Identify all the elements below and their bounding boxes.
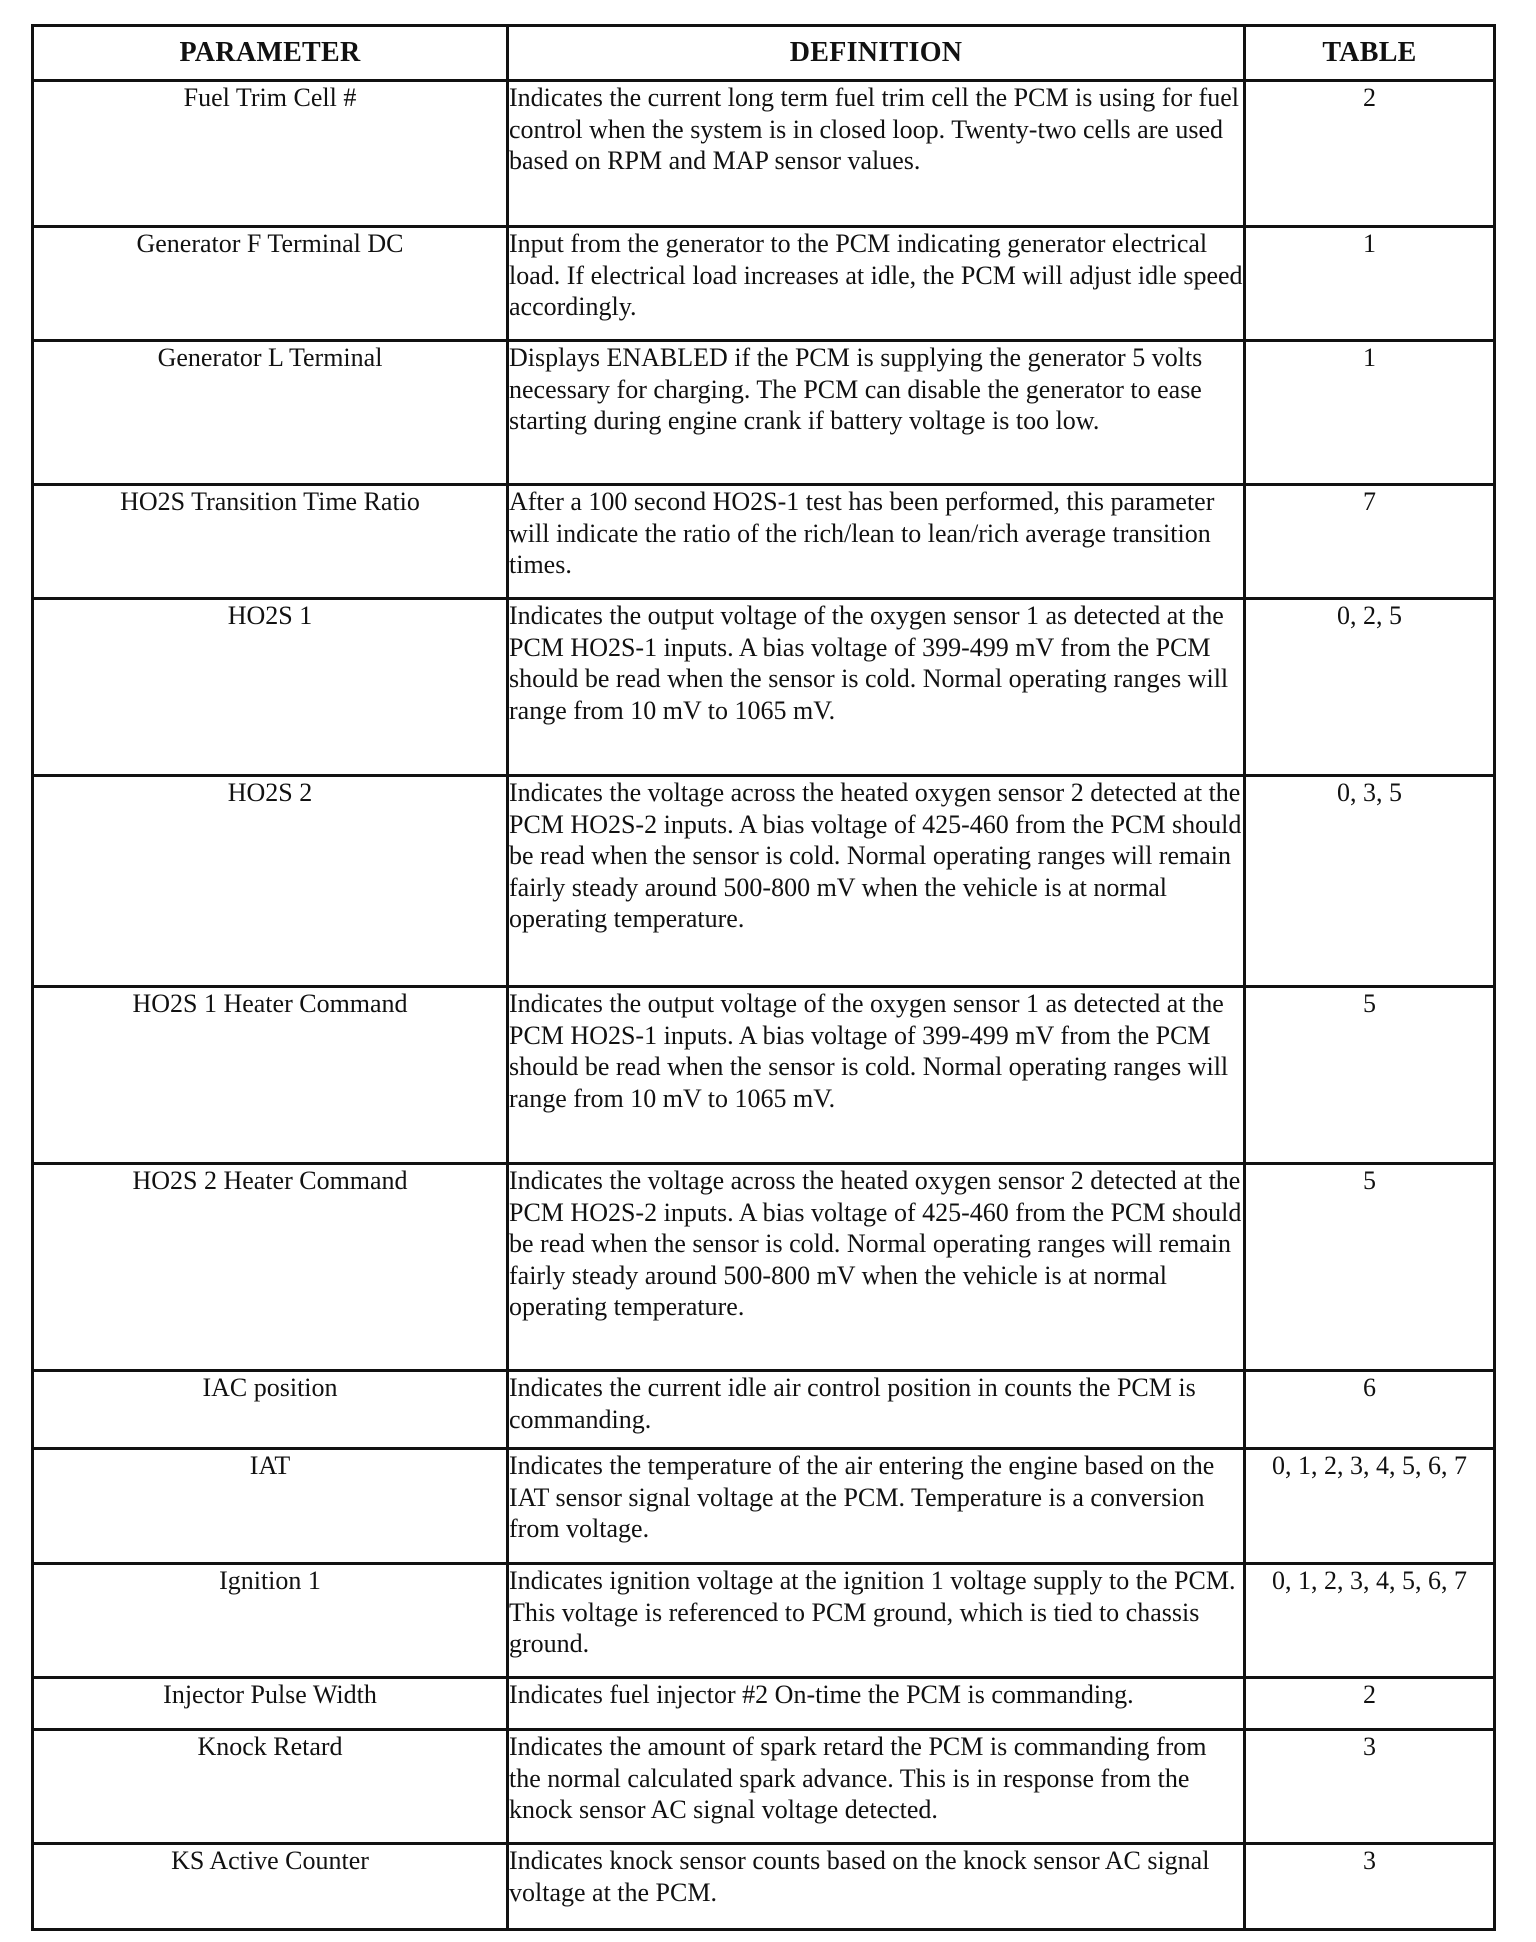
parameter-cell: HO2S Transition Time Ratio xyxy=(33,485,508,599)
parameter-cell: HO2S 1 Heater Command xyxy=(33,987,508,1164)
parameter-cell: Knock Retard xyxy=(33,1730,508,1844)
parameter-definition-table xyxy=(31,24,1496,1931)
definition-cell: Input from the generator to the PCM indicating generator electrical load. If electrical load increases at idle, the PCM will adjust idle speed accordingly. xyxy=(508,227,1245,341)
table-row xyxy=(33,1844,1495,1930)
table-row xyxy=(33,599,1495,776)
table-ref-cell: 2 xyxy=(1245,81,1495,227)
table-ref-cell: 5 xyxy=(1245,987,1495,1164)
parameter-cell: HO2S 2 xyxy=(33,776,508,987)
table-ref-cell: 7 xyxy=(1245,485,1495,599)
definition-cell: Indicates the current idle air control position in counts the PCM is commanding. xyxy=(508,1371,1245,1449)
table-ref-cell: 5 xyxy=(1245,1164,1495,1371)
table-body xyxy=(33,81,1495,1930)
definition-cell: Indicates the voltage across the heated oxygen sensor 2 detected at the PCM HO2S-2 inputs. A bias voltage of 425-460 from the PCM should be read when the sensor is cold. Normal operating ranges will remain fairly steady around 500-800 mV when the vehicle is at normal operating temperature. xyxy=(508,776,1245,987)
definition-cell: Indicates the voltage across the heated oxygen sensor 2 detected at the PCM HO2S-2 inputs. A bias voltage of 425-460 from the PCM should be read when the sensor is cold. Normal operating ranges will remain fairly steady around 500-800 mV when the vehicle is at normal operating temperature. xyxy=(508,1164,1245,1371)
parameter-cell: Generator L Terminal xyxy=(33,341,508,485)
table-ref-cell: 1 xyxy=(1245,341,1495,485)
parameter-cell: HO2S 1 xyxy=(33,599,508,776)
definition-cell: Indicates ignition voltage at the ignition 1 voltage supply to the PCM. This voltage is referenced to PCM ground, which is tied to chassis ground. xyxy=(508,1564,1245,1678)
definition-cell: Displays ENABLED if the PCM is supplying the generator 5 volts necessary for charging. The PCM can disable the generator to ease starting during engine crank if battery voltage is too low. xyxy=(508,341,1245,485)
definition-cell: Indicates knock sensor counts based on the knock sensor AC signal voltage at the PCM. xyxy=(508,1844,1245,1930)
definition-cell: Indicates the current long term fuel trim cell the PCM is using for fuel control when the system is in closed loop. Twenty-two cells are used based on RPM and MAP sensor values. xyxy=(508,81,1245,227)
definition-cell: Indicates the output voltage of the oxygen sensor 1 as detected at the PCM HO2S-1 inputs. A bias voltage of 399-499 mV from the PCM should be read when the sensor is cold. Normal operating ranges will range from 10 mV to 1065 mV. xyxy=(508,599,1245,776)
table-ref-cell: 2 xyxy=(1245,1678,1495,1730)
table-row xyxy=(33,1449,1495,1564)
table-row xyxy=(33,1371,1495,1449)
table-ref-cell: 3 xyxy=(1245,1844,1495,1930)
table-row xyxy=(33,1678,1495,1730)
definition-cell: Indicates the amount of spark retard the PCM is commanding from the normal calculated spark advance. This is in response from the knock sensor AC signal voltage detected. xyxy=(508,1730,1245,1844)
definition-cell: After a 100 second HO2S-1 test has been performed, this parameter will indicate the ratio of the rich/lean to lean/rich average transition times. xyxy=(508,485,1245,599)
table-row xyxy=(33,227,1495,341)
definition-cell: Indicates fuel injector #2 On-time the PCM is commanding. xyxy=(508,1678,1245,1730)
parameter-cell: IAT xyxy=(33,1449,508,1564)
parameter-cell: Ignition 1 xyxy=(33,1564,508,1678)
table-ref-cell: 0, 3, 5 xyxy=(1245,776,1495,987)
parameter-cell: IAC position xyxy=(33,1371,508,1449)
parameter-cell: KS Active Counter xyxy=(33,1844,508,1930)
parameter-cell: Injector Pulse Width xyxy=(33,1678,508,1730)
table-row xyxy=(33,81,1495,227)
table-ref-cell: 0, 1, 2, 3, 4, 5, 6, 7 xyxy=(1245,1449,1495,1564)
table-row xyxy=(33,987,1495,1164)
table-row xyxy=(33,1164,1495,1371)
parameter-cell: Fuel Trim Cell # xyxy=(33,81,508,227)
table-row xyxy=(33,1564,1495,1678)
header-row xyxy=(33,26,1495,81)
header-parameter: PARAMETER xyxy=(33,26,508,81)
table-ref-cell: 6 xyxy=(1245,1371,1495,1449)
definition-cell: Indicates the output voltage of the oxygen sensor 1 as detected at the PCM HO2S-1 inputs. A bias voltage of 399-499 mV from the PCM should be read when the sensor is cold. Normal operating ranges will range from 10 mV to 1065 mV. xyxy=(508,987,1245,1164)
table-ref-cell: 0, 1, 2, 3, 4, 5, 6, 7 xyxy=(1245,1564,1495,1678)
table-ref-cell: 0, 2, 5 xyxy=(1245,599,1495,776)
table-ref-cell: 1 xyxy=(1245,227,1495,341)
table-row xyxy=(33,341,1495,485)
header-table: TABLE xyxy=(1245,26,1495,81)
parameter-cell: HO2S 2 Heater Command xyxy=(33,1164,508,1371)
table-row xyxy=(33,776,1495,987)
header-definition: DEFINITION xyxy=(508,26,1245,81)
definition-cell: Indicates the temperature of the air entering the engine based on the IAT sensor signal voltage at the PCM. Temperature is a conversion from voltage. xyxy=(508,1449,1245,1564)
table-row xyxy=(33,1730,1495,1844)
parameter-cell: Generator F Terminal DC xyxy=(33,227,508,341)
table-ref-cell: 3 xyxy=(1245,1730,1495,1844)
table-row xyxy=(33,485,1495,599)
